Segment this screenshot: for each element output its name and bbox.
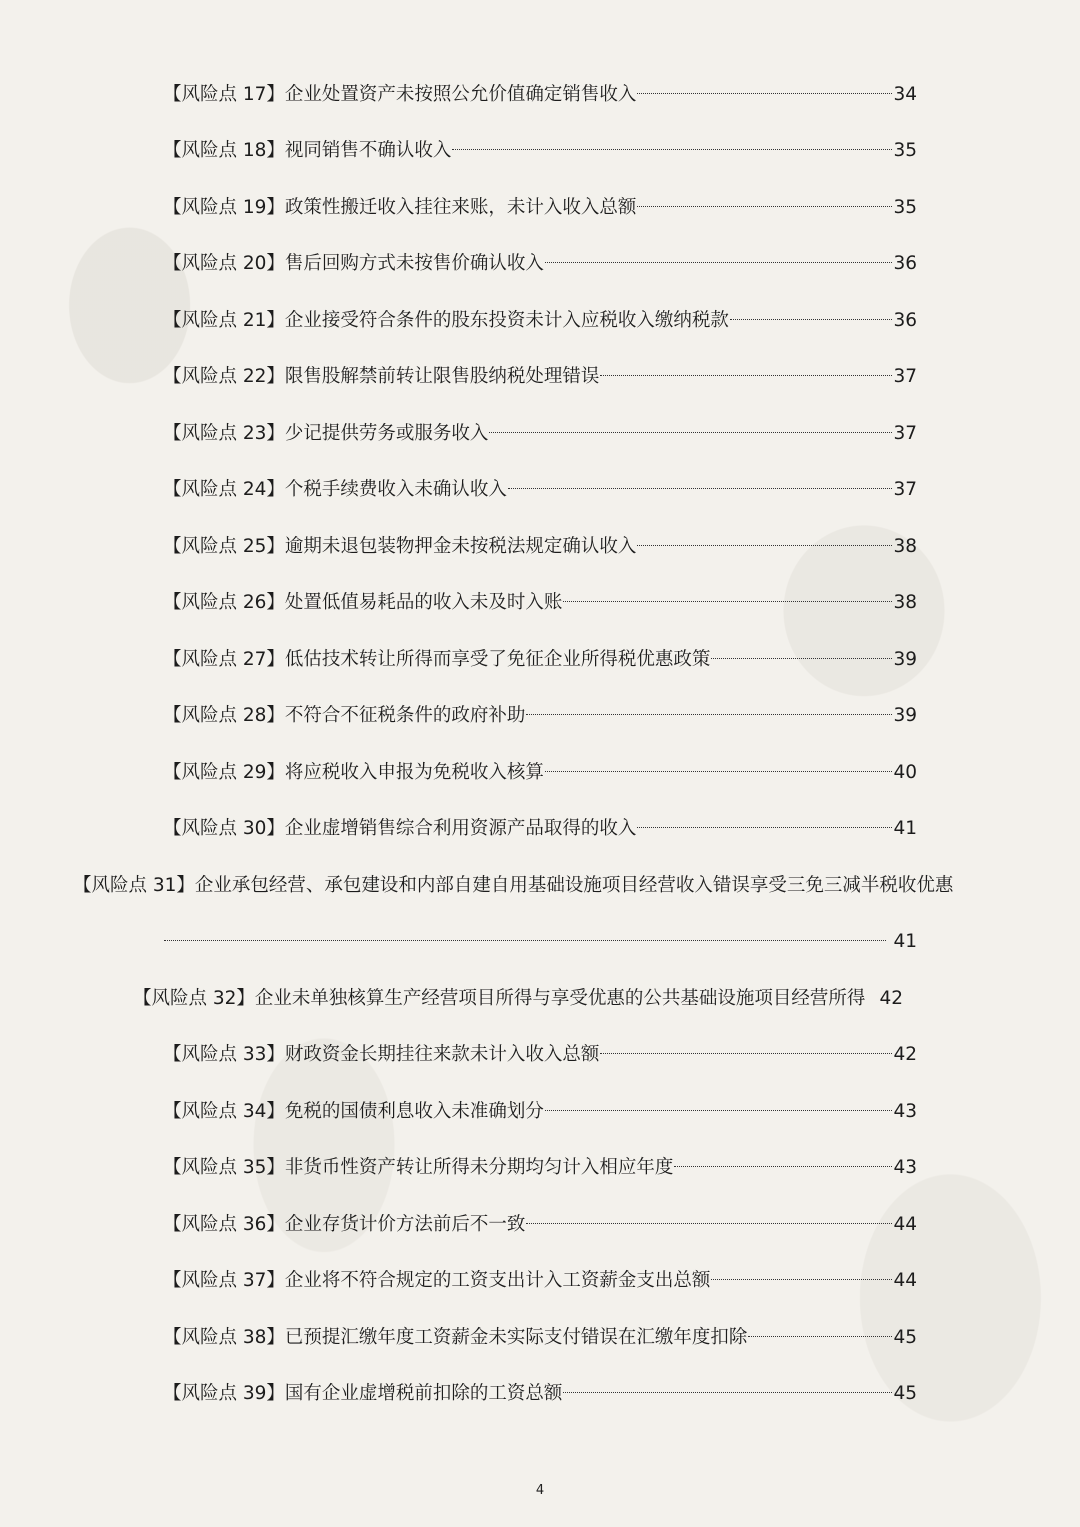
toc-entry-page: 44 xyxy=(893,1214,917,1235)
toc-entry[interactable] xyxy=(163,532,917,562)
toc-entry-title: 【风险点 28】不符合不征税条件的政府补助 xyxy=(163,705,526,726)
dot-leader xyxy=(563,1392,892,1393)
toc-entry[interactable] xyxy=(163,1323,917,1353)
toc-entry-title: 【风险点 19】政策性搬迁收入挂往来账，未计入收入总额 xyxy=(163,197,637,218)
toc-entry[interactable] xyxy=(163,136,917,166)
dot-leader xyxy=(545,771,893,772)
dot-leader xyxy=(600,1053,892,1054)
toc-entry-page: 38 xyxy=(893,536,917,557)
toc-entry[interactable] xyxy=(163,249,917,279)
dot-leader xyxy=(711,658,892,659)
toc-entry-title: 【风险点 36】企业存货计价方法前后不一致 xyxy=(163,1214,526,1235)
toc-entry[interactable] xyxy=(163,701,917,731)
dot-leader xyxy=(545,1110,893,1111)
dot-leader xyxy=(748,1336,892,1337)
toc-entry-title: 【风险点 35】非货币性资产转让所得未分期均匀计入相应年度 xyxy=(163,1157,674,1178)
toc-entry[interactable] xyxy=(163,193,917,223)
toc-entry-page: 41 xyxy=(893,818,917,839)
dot-leader xyxy=(637,827,892,828)
dot-leader xyxy=(545,262,893,263)
toc-entry-title: 【风险点 23】少记提供劳务或服务收入 xyxy=(163,423,489,444)
toc-entry-title: 【风险点 37】企业将不符合规定的工资支出计入工资薪金支出总额 xyxy=(163,1270,711,1291)
toc-entry-title: 【风险点 33】财政资金长期挂往来款未计入收入总额 xyxy=(163,1044,600,1065)
page-number: 4 xyxy=(535,1483,545,1498)
toc-entry-page: 45 xyxy=(893,1327,917,1348)
dot-leader xyxy=(526,1223,892,1224)
toc-entry-title: 【风险点 17】企业处置资产未按照公允价值确定销售收入 xyxy=(163,84,637,105)
toc-entry-page: 37 xyxy=(893,366,917,387)
toc-entry[interactable] xyxy=(163,758,917,788)
toc-entry[interactable] xyxy=(163,1153,917,1183)
toc-entry[interactable] xyxy=(163,306,917,336)
toc-entry[interactable] xyxy=(163,475,917,505)
dot-leader xyxy=(637,93,892,94)
dot-leader xyxy=(637,545,892,546)
toc-entry-page: 34 xyxy=(893,84,917,105)
toc-entry[interactable] xyxy=(163,1097,917,1127)
toc-entry-title: 【风险点 39】国有企业虚增税前扣除的工资总额 xyxy=(163,1383,563,1404)
toc-entry-page: 39 xyxy=(893,705,917,726)
toc-entry-title: 【风险点 21】企业接受符合条件的股东投资未计入应税收入缴纳税款 xyxy=(163,310,729,331)
toc-entry-page: 44 xyxy=(893,1270,917,1291)
dot-leader xyxy=(508,488,893,489)
toc-entry-31-page-line[interactable] xyxy=(163,927,917,957)
dot-leader xyxy=(600,375,892,376)
dot-leader xyxy=(637,206,892,207)
toc-entry-31-title-line[interactable] xyxy=(73,871,1013,901)
toc-entry-title: 【风险点 22】限售股解禁前转让限售股纳税处理错误 xyxy=(163,366,600,387)
toc-entry[interactable] xyxy=(163,588,917,618)
toc-entry-title: 【风险点 32】企业未单独核算生产经营项目所得与享受优惠的公共基础设施项目经营所得 xyxy=(133,988,866,1009)
toc-entry-page: 35 xyxy=(893,197,917,218)
toc-entry-page: 43 xyxy=(893,1157,917,1178)
toc-entry-title: 【风险点 20】售后回购方式未按售价确认收入 xyxy=(163,253,544,274)
dot-leader xyxy=(526,714,892,715)
toc-entry-page: 39 xyxy=(893,649,917,670)
toc-entry[interactable] xyxy=(163,1266,917,1296)
toc-entry[interactable] xyxy=(163,1379,917,1409)
toc-entry[interactable] xyxy=(163,1210,917,1240)
toc-entry[interactable] xyxy=(163,814,917,844)
toc-entry-title: 【风险点 29】将应税收入申报为免税收入核算 xyxy=(163,762,544,783)
toc-entry-32[interactable] xyxy=(133,984,963,1014)
toc-entry-page: 37 xyxy=(893,479,917,500)
toc-entry[interactable] xyxy=(163,80,917,110)
toc-entry-page: 37 xyxy=(893,423,917,444)
toc-entry-title: 【风险点 30】企业虚增销售综合利用资源产品取得的收入 xyxy=(163,818,637,839)
toc-entry-page: 42 xyxy=(893,1044,917,1065)
dot-leader xyxy=(164,940,886,941)
toc-entry-page: 40 xyxy=(893,762,917,783)
dot-leader xyxy=(452,149,892,150)
dot-leader xyxy=(489,432,892,433)
toc-entry-title: 【风险点 27】低估技术转让所得而享受了免征企业所得税优惠政策 xyxy=(163,649,711,670)
dot-leader xyxy=(711,1279,892,1280)
dot-leader xyxy=(563,601,892,602)
toc-entry-title: 【风险点 34】免税的国债利息收入未准确划分 xyxy=(163,1101,544,1122)
toc-entry-page: 35 xyxy=(893,140,917,161)
toc-entry-page: 38 xyxy=(893,592,917,613)
toc-entry-page: 45 xyxy=(893,1383,917,1404)
toc-entry-page: 43 xyxy=(893,1101,917,1122)
toc-entry-page: 36 xyxy=(893,310,917,331)
dot-leader xyxy=(674,1166,892,1167)
dot-leader xyxy=(730,319,893,320)
toc-entry[interactable] xyxy=(163,645,917,675)
toc-entry-title: 【风险点 38】已预提汇缴年度工资薪金未实际支付错误在汇缴年度扣除 xyxy=(163,1327,748,1348)
toc-entry[interactable] xyxy=(163,1040,917,1070)
toc-entry-title: 【风险点 24】个税手续费收入未确认收入 xyxy=(163,479,507,500)
toc-entry[interactable] xyxy=(163,362,917,392)
toc-entry-title: 【风险点 31】企业承包经营、承包建设和内部自建自用基础设施项目经营收入错误享受三免三减半税收优惠 xyxy=(73,875,954,896)
toc-entry[interactable] xyxy=(163,419,917,449)
toc-entry-title: 【风险点 25】逾期未退包装物押金未按税法规定确认收入 xyxy=(163,536,637,557)
toc-entry-title: 【风险点 18】视同销售不确认收入 xyxy=(163,140,452,161)
toc-entry-title: 【风险点 26】处置低值易耗品的收入未及时入账 xyxy=(163,592,563,613)
toc-entry-page: 42 xyxy=(879,988,903,1009)
toc-entry-page: 41 xyxy=(893,931,917,952)
toc-entry-page: 36 xyxy=(893,253,917,274)
